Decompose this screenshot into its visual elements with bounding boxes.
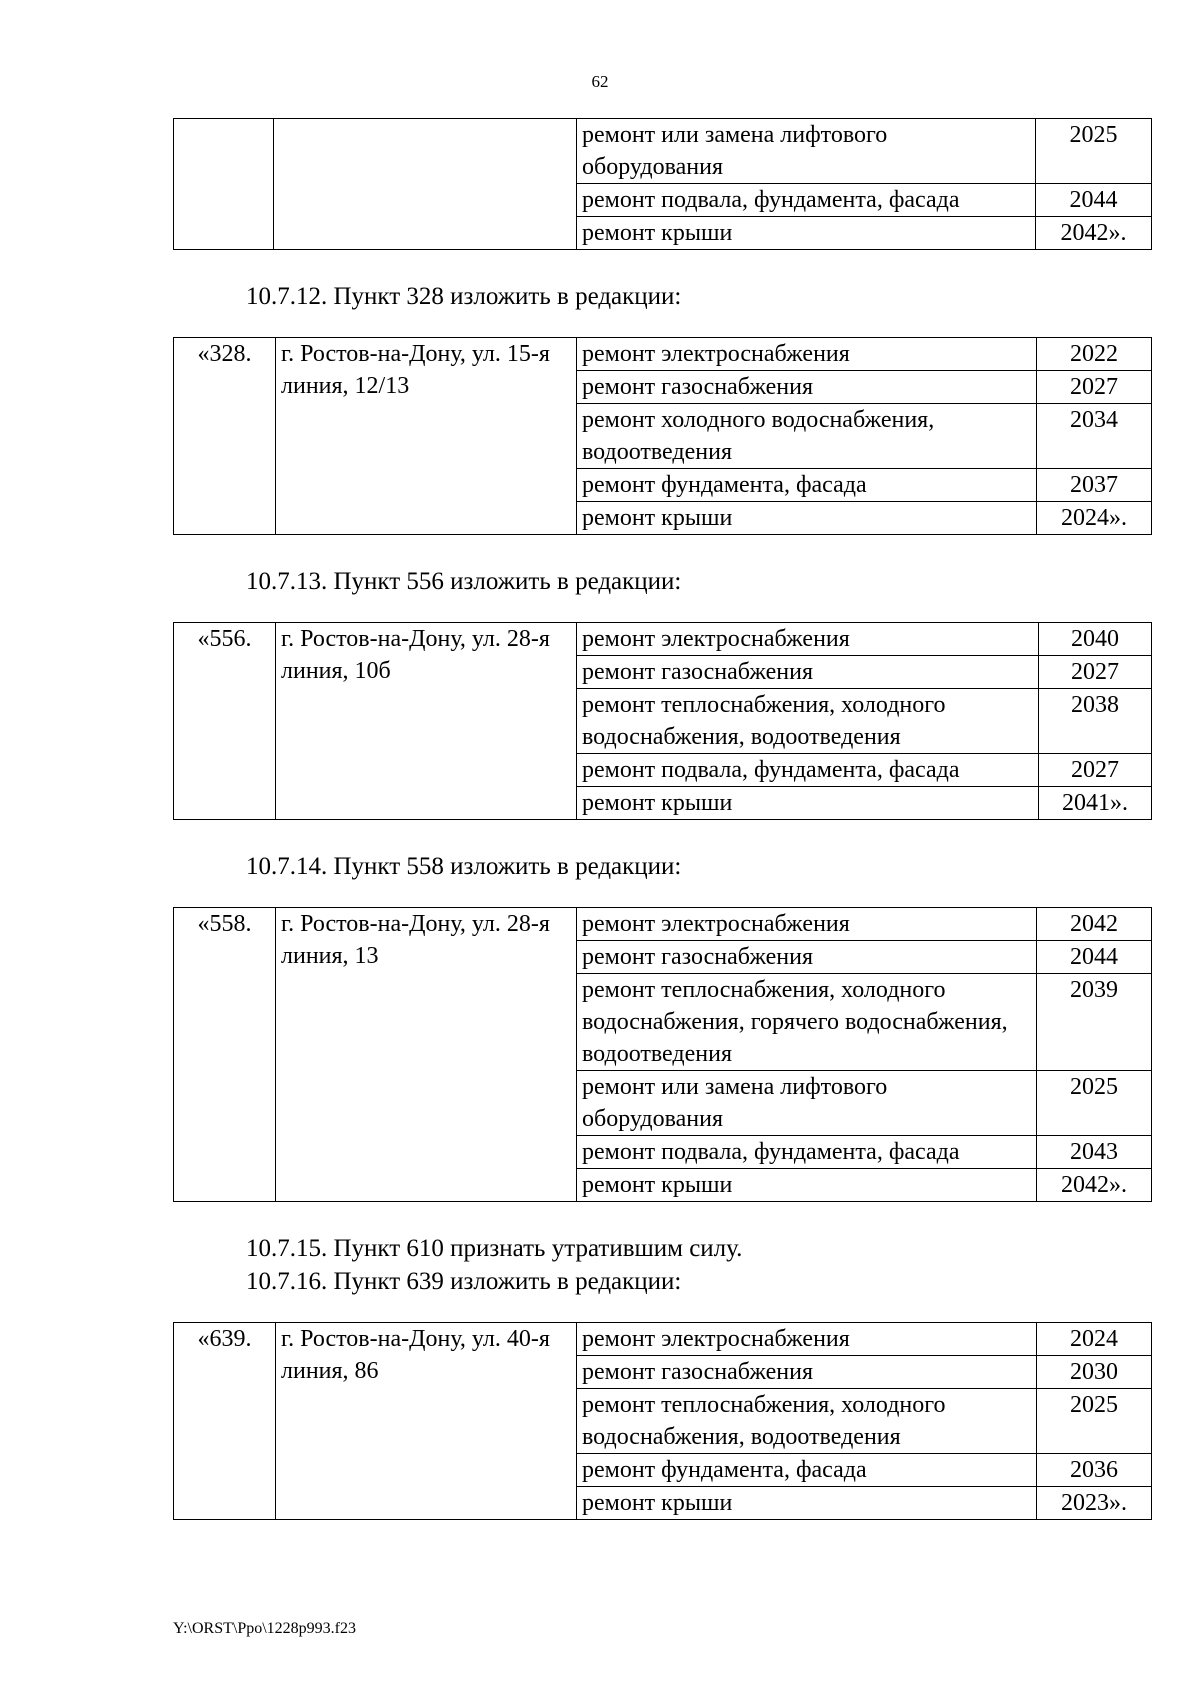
year-cell: 2024».	[1037, 502, 1152, 535]
year-cell: 2024	[1037, 1323, 1152, 1356]
year-cell: 2022	[1037, 338, 1152, 371]
year-cell: 2023».	[1037, 1487, 1152, 1520]
section-table	[173, 907, 1152, 1202]
work-cell: ремонт или замена лифтового оборудования	[577, 119, 1036, 184]
item-number-cell: «639.	[174, 1323, 276, 1520]
year-cell: 2044	[1037, 941, 1152, 974]
year-cell: 2040	[1039, 623, 1152, 656]
work-cell: ремонт подвала, фундамента, фасада	[577, 1136, 1037, 1169]
work-cell: ремонт подвала, фундамента, фасада	[577, 754, 1039, 787]
section-heading: 10.7.13. Пункт 556 изложить в редакции:	[246, 568, 682, 595]
work-cell: ремонт или замена лифтового оборудования	[577, 1071, 1037, 1136]
item-number-cell: «328.	[174, 338, 276, 535]
work-cell: ремонт газоснабжения	[577, 656, 1039, 689]
work-cell: ремонт электроснабжения	[577, 908, 1037, 941]
section-table	[173, 622, 1152, 820]
section-heading: 10.7.12. Пункт 328 изложить в редакции:	[246, 283, 682, 310]
year-cell: 2025	[1037, 1071, 1152, 1136]
work-cell: ремонт крыши	[577, 787, 1039, 820]
section-heading: 10.7.16. Пункт 639 изложить в редакции:	[246, 1268, 682, 1295]
work-cell: ремонт электроснабжения	[577, 1323, 1037, 1356]
year-cell: 2027	[1039, 754, 1152, 787]
work-cell: ремонт электроснабжения	[577, 338, 1037, 371]
address-cell: г. Ростов-на-Дону, ул. 40-я линия, 86	[276, 1323, 577, 1520]
year-cell: 2025	[1036, 119, 1152, 184]
work-cell: ремонт газоснабжения	[577, 941, 1037, 974]
paragraph: 10.7.15. Пункт 610 признать утратившим силу.	[246, 1235, 743, 1262]
work-cell: ремонт теплоснабжения, холодного водоснабжения, водоотведения	[577, 689, 1039, 754]
address-cell: г. Ростов-на-Дону, ул. 28-я линия, 13	[276, 908, 577, 1202]
item-number-cell: «558.	[174, 908, 276, 1202]
year-cell: 2027	[1039, 656, 1152, 689]
year-cell: 2038	[1039, 689, 1152, 754]
work-cell: ремонт фундамента, фасада	[577, 1454, 1037, 1487]
year-cell: 2041».	[1039, 787, 1152, 820]
work-cell: ремонт электроснабжения	[577, 623, 1039, 656]
continuation-table	[173, 118, 1152, 250]
year-cell: 2043	[1037, 1136, 1152, 1169]
year-cell: 2044	[1036, 184, 1152, 217]
year-cell: 2034	[1037, 404, 1152, 469]
file-path-footer: Y:\ORST\Ppo\1228p993.f23	[173, 1620, 356, 1637]
year-cell: 2037	[1037, 469, 1152, 502]
year-cell: 2025	[1037, 1389, 1152, 1454]
work-cell: ремонт крыши	[577, 1487, 1037, 1520]
year-cell: 2042».	[1036, 217, 1152, 250]
address-cell: г. Ростов-на-Дону, ул. 28-я линия, 10б	[276, 623, 577, 820]
address-cell: г. Ростов-на-Дону, ул. 15-я линия, 12/13	[276, 338, 577, 535]
section-table	[173, 1322, 1152, 1520]
table-row	[174, 908, 1152, 941]
work-cell: ремонт теплоснабжения, холодного водоснабжения, горячего водоснабжения, водоотведения	[577, 974, 1037, 1071]
table-row	[174, 338, 1152, 371]
section-heading: 10.7.14. Пункт 558 изложить в редакции:	[246, 853, 682, 880]
year-cell: 2036	[1037, 1454, 1152, 1487]
year-cell: 2030	[1037, 1356, 1152, 1389]
work-cell: ремонт крыши	[577, 1169, 1037, 1202]
address-cell	[274, 119, 577, 250]
work-cell: ремонт газоснабжения	[577, 1356, 1037, 1389]
document-body	[173, 118, 1151, 1520]
section-table	[173, 337, 1152, 535]
table-row	[174, 623, 1152, 656]
table-row	[174, 119, 1152, 184]
item-number-cell	[174, 119, 274, 250]
year-cell: 2027	[1037, 371, 1152, 404]
work-cell: ремонт холодного водоснабжения, водоотведения	[577, 404, 1037, 469]
year-cell: 2042	[1037, 908, 1152, 941]
work-cell: ремонт фундамента, фасада	[577, 469, 1037, 502]
work-cell: ремонт теплоснабжения, холодного водоснабжения, водоотведения	[577, 1389, 1037, 1454]
year-cell: 2039	[1037, 974, 1152, 1071]
work-cell: ремонт крыши	[577, 502, 1037, 535]
work-cell: ремонт газоснабжения	[577, 371, 1037, 404]
work-cell: ремонт подвала, фундамента, фасада	[577, 184, 1036, 217]
item-number-cell: «556.	[174, 623, 276, 820]
year-cell: 2042».	[1037, 1169, 1152, 1202]
work-cell: ремонт крыши	[577, 217, 1036, 250]
page-number: 62	[591, 72, 609, 91]
table-row	[174, 1323, 1152, 1356]
